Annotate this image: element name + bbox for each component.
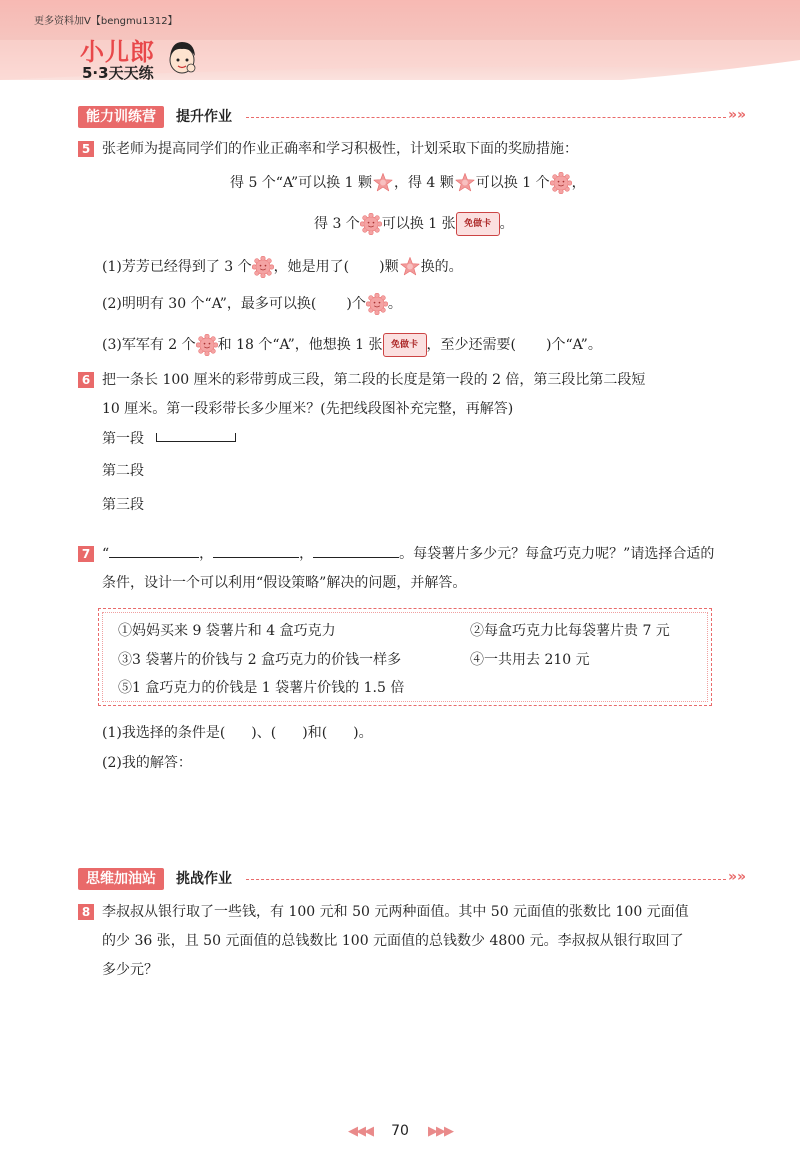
section-tag: 能力训练营 — [78, 106, 164, 128]
q5-intro: 张老师为提高同学们的作业正确率和学习积极性，计划采取下面的奖励措施： — [102, 141, 578, 157]
q7-comma: ， — [299, 546, 314, 562]
q5-rule1 — [230, 172, 586, 194]
q8-line3: 多少元？ — [102, 962, 158, 978]
q7-line2: 条件，设计一个可以利用“假设策略”解决的问题，并解答。 — [102, 575, 467, 591]
condition-5: ⑤1 盒巧克力的价钱是 1 袋薯片价钱的 1.5 倍 — [118, 680, 405, 696]
condition-4: ④一共用去 210 元 — [470, 652, 590, 668]
q5-rule1-text-c: 可以换 1 个 — [475, 175, 550, 191]
sun-face-icon — [252, 256, 274, 278]
section-bar-challenge — [78, 868, 750, 890]
q7-p1-text-c: )和( — [302, 725, 328, 741]
q5-p1-text-a: (1)芳芳已经得到了 3 个 — [102, 259, 252, 275]
question-number: 6 — [78, 372, 94, 388]
prev-arrows-icon: ◀◀◀ — [347, 1124, 372, 1139]
section-divider — [246, 879, 726, 880]
page-footer — [0, 1120, 800, 1139]
q5-p1-text-b: ，她是用了( — [273, 259, 350, 275]
question-number: 8 — [78, 904, 94, 920]
q5-p3-text-d: )个“A”。 — [546, 337, 602, 353]
brand-logo — [80, 32, 200, 92]
q7-part2: (2)我的解答： — [102, 755, 192, 771]
q5-p2-text-b: )个 — [346, 296, 366, 312]
q5-rule2 — [314, 212, 514, 236]
q7-p1-text-a: (1)我选择的条件是( — [102, 725, 226, 741]
section-bar-training — [78, 106, 750, 128]
q5-p3-text-a: (3)军军有 2 个 — [102, 337, 196, 353]
q5-p1-text-d: 换的。 — [420, 259, 463, 275]
q5-rule1-text-b: ，得 4 颗 — [393, 175, 454, 191]
question-number: 5 — [78, 141, 94, 157]
condition-blank[interactable] — [109, 557, 199, 558]
q5-part2 — [102, 293, 402, 315]
section-subtitle: 提升作业 — [176, 109, 232, 125]
q6-line2: 10 厘米。第一段彩带长多少厘米？(先把线段图补充完整，再解答) — [102, 401, 514, 417]
q7-p1-text-d: )。 — [353, 725, 373, 741]
condition-3: ③3 袋薯片的价钱与 2 盒巧克力的价钱一样多 — [118, 652, 402, 668]
section-subtitle: 挑战作业 — [176, 871, 232, 887]
homework-pass-card-icon: 免做卡 — [456, 212, 500, 236]
condition-blank[interactable] — [313, 557, 399, 558]
q7-part1 — [102, 724, 373, 742]
q8-line1: 李叔叔从银行取了一些钱，有 100 元和 50 元两种面值。其中 50 元面值的张数比 100 元面值 — [102, 904, 689, 920]
condition-1: ①妈妈买来 9 袋薯片和 4 盒巧克力 — [118, 623, 336, 639]
q7-comma: ， — [199, 546, 214, 562]
sun-face-icon — [366, 293, 388, 315]
star-flower-icon — [454, 172, 476, 194]
star-flower-icon — [372, 172, 394, 194]
sun-face-icon — [360, 213, 382, 235]
q5-p2-text-a: (2)明明有 30 个“A”，最多可以换( — [102, 296, 317, 312]
q7-quote-open: “ — [102, 546, 110, 562]
boy-mascot-icon — [164, 36, 200, 78]
q7-question-text: 。每袋薯片多少元？每盒巧克力呢？”请选择合适的 — [399, 546, 715, 562]
q5-p1-text-c: )颗 — [379, 259, 399, 275]
q5-p3-text-b: 和 18 个“A”，他想换 1 张 — [217, 337, 383, 353]
homework-pass-card-icon: 免做卡 — [383, 333, 427, 357]
q5-p3-text-c: ，至少还需要( — [426, 337, 516, 353]
q5-rule2-text-c: 。 — [499, 216, 514, 232]
q6-line1: 把一条长 100 厘米的彩带剪成三段，第二段的长度是第一段的 2 倍，第三段比第二段短 — [102, 372, 646, 388]
q5-part1 — [102, 256, 463, 278]
sun-face-icon — [196, 334, 218, 356]
q5-part3 — [102, 333, 602, 357]
double-chevron-icon: »» — [728, 107, 747, 123]
next-arrows-icon: ▶▶▶ — [428, 1124, 452, 1139]
watermark-text: 更多资料加V【bengmu1312】 — [34, 16, 178, 27]
condition-blank[interactable] — [213, 557, 299, 558]
logo-title: 小儿郎 — [80, 38, 155, 66]
question-number: 7 — [78, 546, 94, 562]
section-tag: 思维加油站 — [78, 868, 164, 890]
q7-p1-text-b: )、( — [251, 725, 277, 741]
segment-label-3: 第三段 — [102, 497, 144, 513]
sun-face-icon — [550, 172, 572, 194]
double-chevron-icon: »» — [728, 869, 747, 885]
page-number: 70 — [391, 1123, 409, 1139]
q5-rule1-text-d: ， — [571, 175, 586, 191]
q5-p2-text-c: 。 — [387, 296, 402, 312]
q5-rule1-text-a: 得 5 个“A”可以换 1 颗 — [230, 175, 372, 191]
q7-line1 — [102, 545, 714, 563]
segment-line-1 — [156, 433, 236, 442]
logo-subtitle: 5·3天天练 — [82, 64, 154, 82]
section-divider — [246, 117, 726, 118]
star-flower-icon — [399, 256, 421, 278]
segment-label-1: 第一段 — [102, 431, 144, 447]
condition-2: ②每盒巧克力比每袋薯片贵 7 元 — [470, 623, 670, 639]
q5-rule2-text-b: 可以换 1 张 — [381, 216, 456, 232]
q5-rule2-text-a: 得 3 个 — [314, 216, 360, 232]
segment-label-2: 第二段 — [102, 463, 144, 479]
q8-line2: 的少 36 张，且 50 元面值的总钱数比 100 元面值的总钱数少 4800 元。李叔叔从银行取回了 — [102, 933, 684, 949]
